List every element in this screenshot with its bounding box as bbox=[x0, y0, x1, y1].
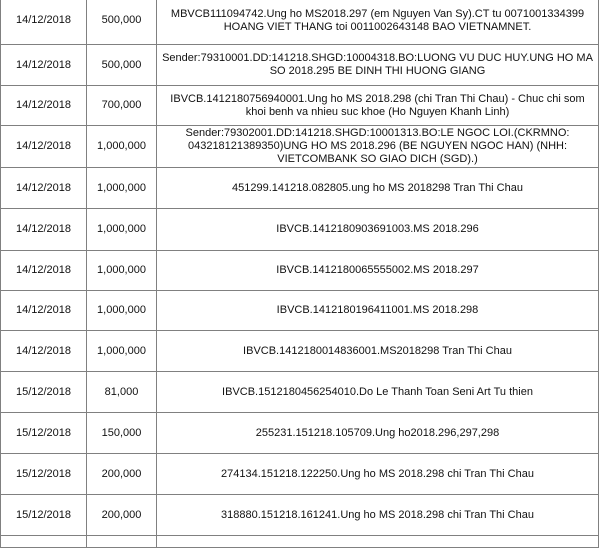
table-row bbox=[1, 454, 599, 495]
empty-cell bbox=[1, 536, 87, 548]
amount-cell: 200,000 bbox=[87, 454, 157, 495]
date-cell: 15/12/2018 bbox=[1, 372, 87, 413]
description-cell: IBVCB.1412180756940001.Ung ho MS 2018.298 (chi Tran Thi Chau) - Chuc chi som khoi benh va nhieu suc khoe (Ho Nguyen Khanh Linh) bbox=[157, 86, 599, 126]
date-cell: 14/12/2018 bbox=[1, 251, 87, 291]
date-cell: 14/12/2018 bbox=[1, 0, 87, 45]
table-row bbox=[1, 168, 599, 209]
description-cell: 274134.151218.122250.Ung ho MS 2018.298 chi Tran Thi Chau bbox=[157, 454, 599, 495]
amount-cell: 1,000,000 bbox=[87, 209, 157, 251]
amount-cell: 200,000 bbox=[87, 495, 157, 536]
amount-cell: 150,000 bbox=[87, 413, 157, 454]
description-cell: 255231.151218.105709.Ung ho2018.296,297,298 bbox=[157, 413, 599, 454]
amount-cell: 500,000 bbox=[87, 45, 157, 86]
date-cell: 15/12/2018 bbox=[1, 413, 87, 454]
table-row bbox=[1, 413, 599, 454]
description-cell: Sender:79302001.DD:141218.SHGD:10001313.BO:LE NGOC LOI.(CKRMNO: 043218121389350)UNG HO MS 2018.296 (BE NGUYEN NGOC HAN) (NHH: VIETCOMBANK SO GIAO DICH (SGD).) bbox=[157, 126, 599, 168]
table-row bbox=[1, 536, 599, 548]
amount-cell: 700,000 bbox=[87, 86, 157, 126]
description-cell: IBVCB.1512180456254010.Do Le Thanh Toan Seni Art Tu thien bbox=[157, 372, 599, 413]
amount-cell: 1,000,000 bbox=[87, 331, 157, 372]
date-cell: 14/12/2018 bbox=[1, 45, 87, 86]
description-cell: 451299.141218.082805.ung ho MS 2018298 Tran Thi Chau bbox=[157, 168, 599, 209]
date-cell: 14/12/2018 bbox=[1, 291, 87, 331]
description-cell: IBVCB.1412180196411001.MS 2018.298 bbox=[157, 291, 599, 331]
date-cell: 14/12/2018 bbox=[1, 86, 87, 126]
table-row bbox=[1, 331, 599, 372]
date-cell: 14/12/2018 bbox=[1, 331, 87, 372]
description-cell: 318880.151218.161241.Ung ho MS 2018.298 chi Tran Thi Chau bbox=[157, 495, 599, 536]
date-cell: 15/12/2018 bbox=[1, 495, 87, 536]
empty-cell bbox=[157, 536, 599, 548]
table-row bbox=[1, 126, 599, 168]
amount-cell: 500,000 bbox=[87, 0, 157, 45]
amount-cell: 81,000 bbox=[87, 372, 157, 413]
amount-cell: 1,000,000 bbox=[87, 168, 157, 209]
description-cell: IBVCB.1412180065555002.MS 2018.297 bbox=[157, 251, 599, 291]
table-row bbox=[1, 209, 599, 251]
table-row bbox=[1, 45, 599, 86]
table-row bbox=[1, 495, 599, 536]
date-cell: 14/12/2018 bbox=[1, 168, 87, 209]
date-cell: 14/12/2018 bbox=[1, 209, 87, 251]
description-cell: MBVCB111094742.Ung ho MS2018.297 (em Nguyen Van Sy).CT tu 0071001334399 HOANG VIET THANG toi 0011002643148 BAO VIETNAMNET. bbox=[157, 0, 599, 45]
table-row bbox=[1, 291, 599, 331]
table-row bbox=[1, 372, 599, 413]
description-cell: Sender:79310001.DD:141218.SHGD:10004318.BO:LUONG VU DUC HUY.UNG HO MA SO 2018.295 BE DINH THI HUONG GIANG bbox=[157, 45, 599, 86]
amount-cell: 1,000,000 bbox=[87, 251, 157, 291]
amount-cell: 1,000,000 bbox=[87, 126, 157, 168]
description-cell: IBVCB.1412180903691003.MS 2018.296 bbox=[157, 209, 599, 251]
table-row bbox=[1, 86, 599, 126]
table-row bbox=[1, 251, 599, 291]
date-cell: 14/12/2018 bbox=[1, 126, 87, 168]
description-cell: IBVCB.1412180014836001.MS2018298 Tran Thi Chau bbox=[157, 331, 599, 372]
empty-cell bbox=[87, 536, 157, 548]
table-row bbox=[1, 0, 599, 45]
amount-cell: 1,000,000 bbox=[87, 291, 157, 331]
date-cell: 15/12/2018 bbox=[1, 454, 87, 495]
